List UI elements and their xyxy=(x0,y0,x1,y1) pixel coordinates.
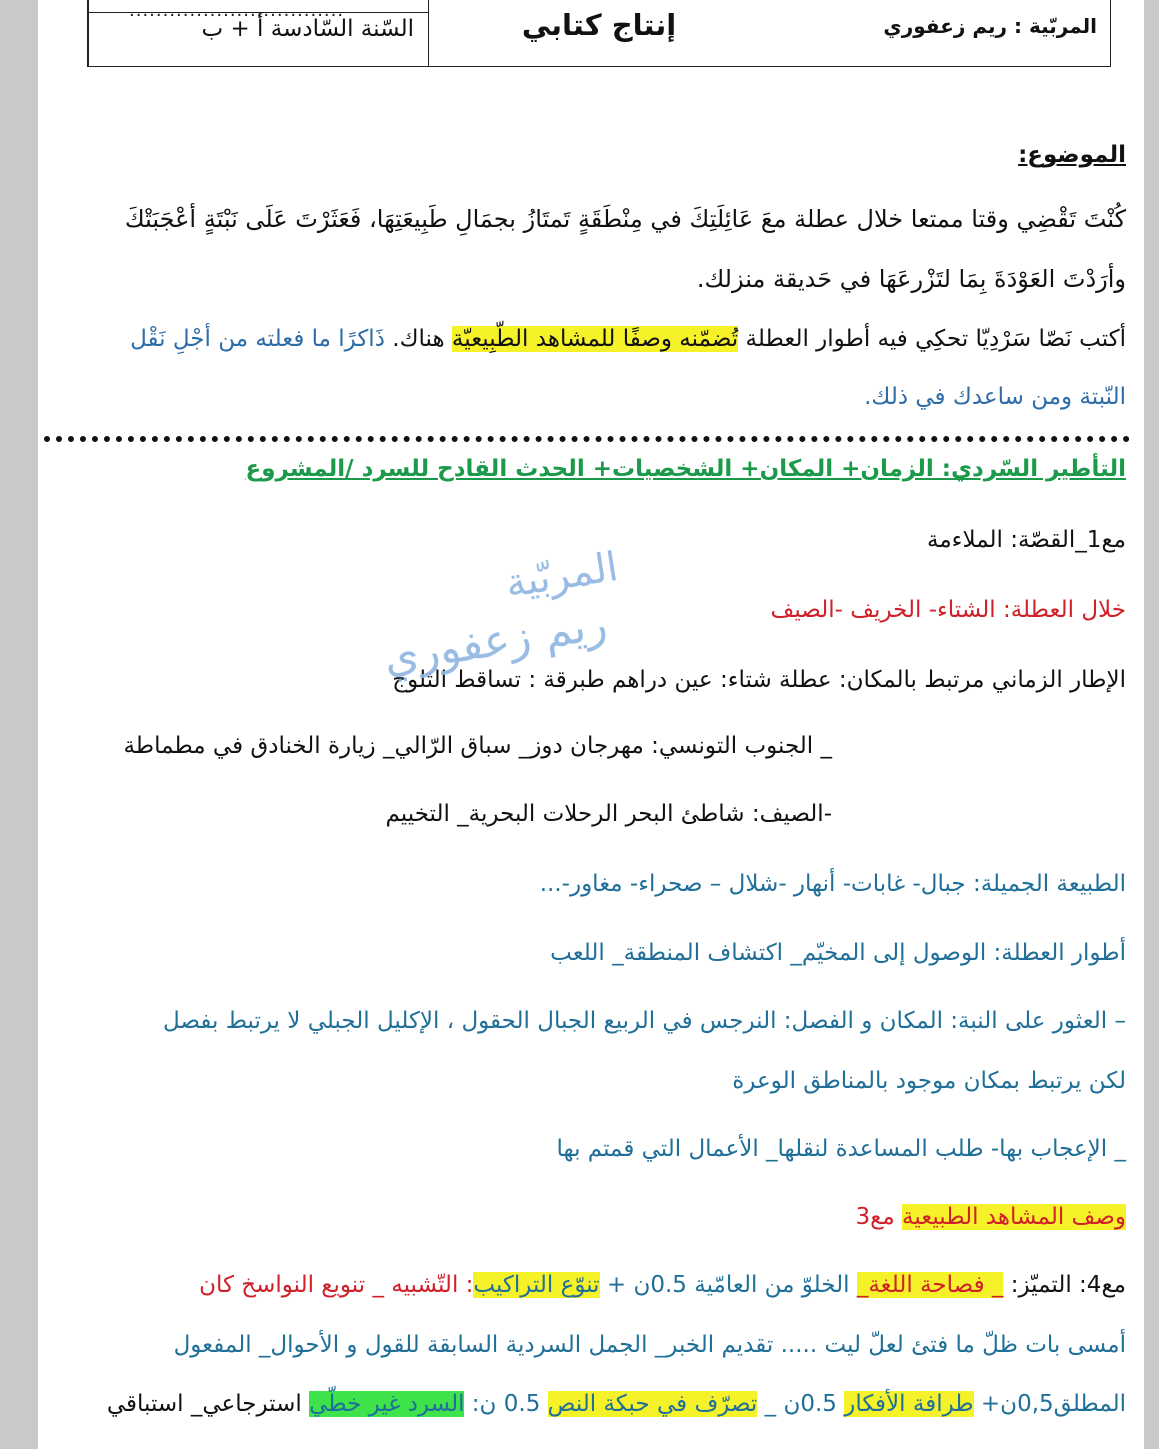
language-highlight: _ فصاحة اللغة_ xyxy=(856,1272,1004,1298)
criterion-4-line-1 xyxy=(199,1272,1126,1300)
seasons-line: خلال العطلة: الشتاء- الخريف -الصيف xyxy=(770,597,1126,623)
class-cell xyxy=(88,0,428,66)
class-label: السّنة السّادسة أ + ب xyxy=(201,16,414,42)
nature-line: الطبيعة الجميلة: جبال- غابات- أنهار -شلال – صحراء- مغاور-... xyxy=(539,871,1126,897)
structures-highlight: تنوّع التراكيب xyxy=(473,1272,600,1298)
nonlinear-highlight: السرد غير خطّي xyxy=(309,1391,465,1417)
divider xyxy=(89,12,428,13)
plot-score: 0.5 ن: xyxy=(464,1391,548,1417)
south-line: _ الجنوب التونسي: مهرجان دوز_ سباق الرّالي_ زيارة الخنادق في مطماطة xyxy=(123,733,832,759)
criterion-3 xyxy=(855,1204,1126,1232)
plot-highlight: تصرّف في حبكة النص xyxy=(547,1391,758,1417)
task-line-1 xyxy=(130,326,1126,354)
ideas-score: 0.5ن _ xyxy=(757,1391,845,1417)
topic-label: الموضوع: xyxy=(1018,142,1126,168)
nonlinear-note: استرجاعي_ استباقي xyxy=(106,1391,310,1417)
admire-line: _ الإعجاب بها- طلب المساعدة لنقلها_ الأعمال التي قمتم بها xyxy=(556,1136,1126,1162)
task-text-c: ذَاكرًا ما فعلته من أجْلِ نَقْل xyxy=(130,326,385,352)
task-text-a: أكتب نَصّا سَرْدِيّا تحكِي فيه أطوار العطلة xyxy=(738,326,1126,352)
plant-line-1: – العثور على النبة: المكان و الفصل: النرجس في الربيع الجبال الحقول ، الإكليل الجبلي لا يرتبط بفصل xyxy=(162,1008,1126,1034)
criterion-3-tag: مع3 xyxy=(855,1204,902,1230)
plant-line-2: لكن يرتبط بمكان موجود بالمناطق الوعرة xyxy=(732,1068,1126,1094)
teacher-watermark xyxy=(239,542,648,751)
task-highlight: تُضمّنه وصفًا للمشاهد الطّبِيعيّة xyxy=(451,326,739,352)
dots-fill: ................................ xyxy=(129,0,345,21)
teacher-name: المربّية : ريم زعفوري xyxy=(883,14,1097,38)
criterion-4-line-3 xyxy=(107,1391,1126,1419)
criterion-3-highlight: وصف المشاهد الطبيعية xyxy=(901,1204,1126,1230)
criterion-4-label: مع4: التميّز: xyxy=(1003,1272,1126,1298)
winter-line: الإطار الزماني مرتبط بالمكان: عطلة شتاء: عين دراهم طبرقة : تساقط الثلوج xyxy=(392,667,1126,693)
task-text-b: هناك. xyxy=(384,326,452,352)
topic-line-2: وأرَدْتَ العَوْدَةَ بِمَا لتَزْرعَهَا في حَديقة منزلك. xyxy=(696,265,1126,293)
dotted-separator xyxy=(44,436,1130,448)
topic-line-1: كُنْتَ تَقْضِي وقتا ممتعا خلال عطلة معَ عَائِلَتِكَ في مِنْطَقَةٍ تَمتَازُ بجمَالِ طَبِيعَتِهَا، فَعَثَرْتَ عَلَى نَبْتَةٍ أعْجَبَتْكَ xyxy=(124,205,1126,233)
dialect-note: الخلوّ من العامّية 0.5ن + xyxy=(599,1272,857,1298)
title-cell xyxy=(428,0,769,66)
criterion-4-line-2: أمسى بات ظلّ ما فتئ لعلّ ليت ..... تقديم الخبر_ الجمل السردية السابقة للقول و الأحوال_ المفعول xyxy=(173,1332,1126,1358)
watermark-line-1: المربّية xyxy=(502,543,622,608)
teacher-cell xyxy=(769,0,1109,66)
criterion-1: مع1_القصّة: الملاءمة xyxy=(927,527,1126,553)
absolute-object: المطلق0,5ن+ xyxy=(973,1391,1126,1417)
phases-line: أطوار العطلة: الوصول إلى المخيّم_ اكتشاف المنطقة_ اللعب xyxy=(550,940,1126,966)
worksheet-page xyxy=(38,0,1144,1449)
task-line-2: النّبتة ومن ساعدك في ذلك. xyxy=(864,384,1126,410)
structures-note: : التّشبيه _ تنويع النواسخ كان xyxy=(199,1272,474,1298)
header-table xyxy=(87,0,1111,67)
ideas-highlight: طرافة الأفكار xyxy=(844,1391,974,1417)
watermark-line-2: ريم زعفوري xyxy=(380,598,611,685)
framework-heading: التأطير السّردي: الزمان+ المكان+ الشخصيات+ الحدث القادح للسرد /المشروع xyxy=(245,456,1126,482)
page-title: إنتاج كتابي xyxy=(521,8,677,42)
summer-line: -الصيف: شاطئ البحر الرحلات البحرية_ التخييم xyxy=(385,801,832,827)
